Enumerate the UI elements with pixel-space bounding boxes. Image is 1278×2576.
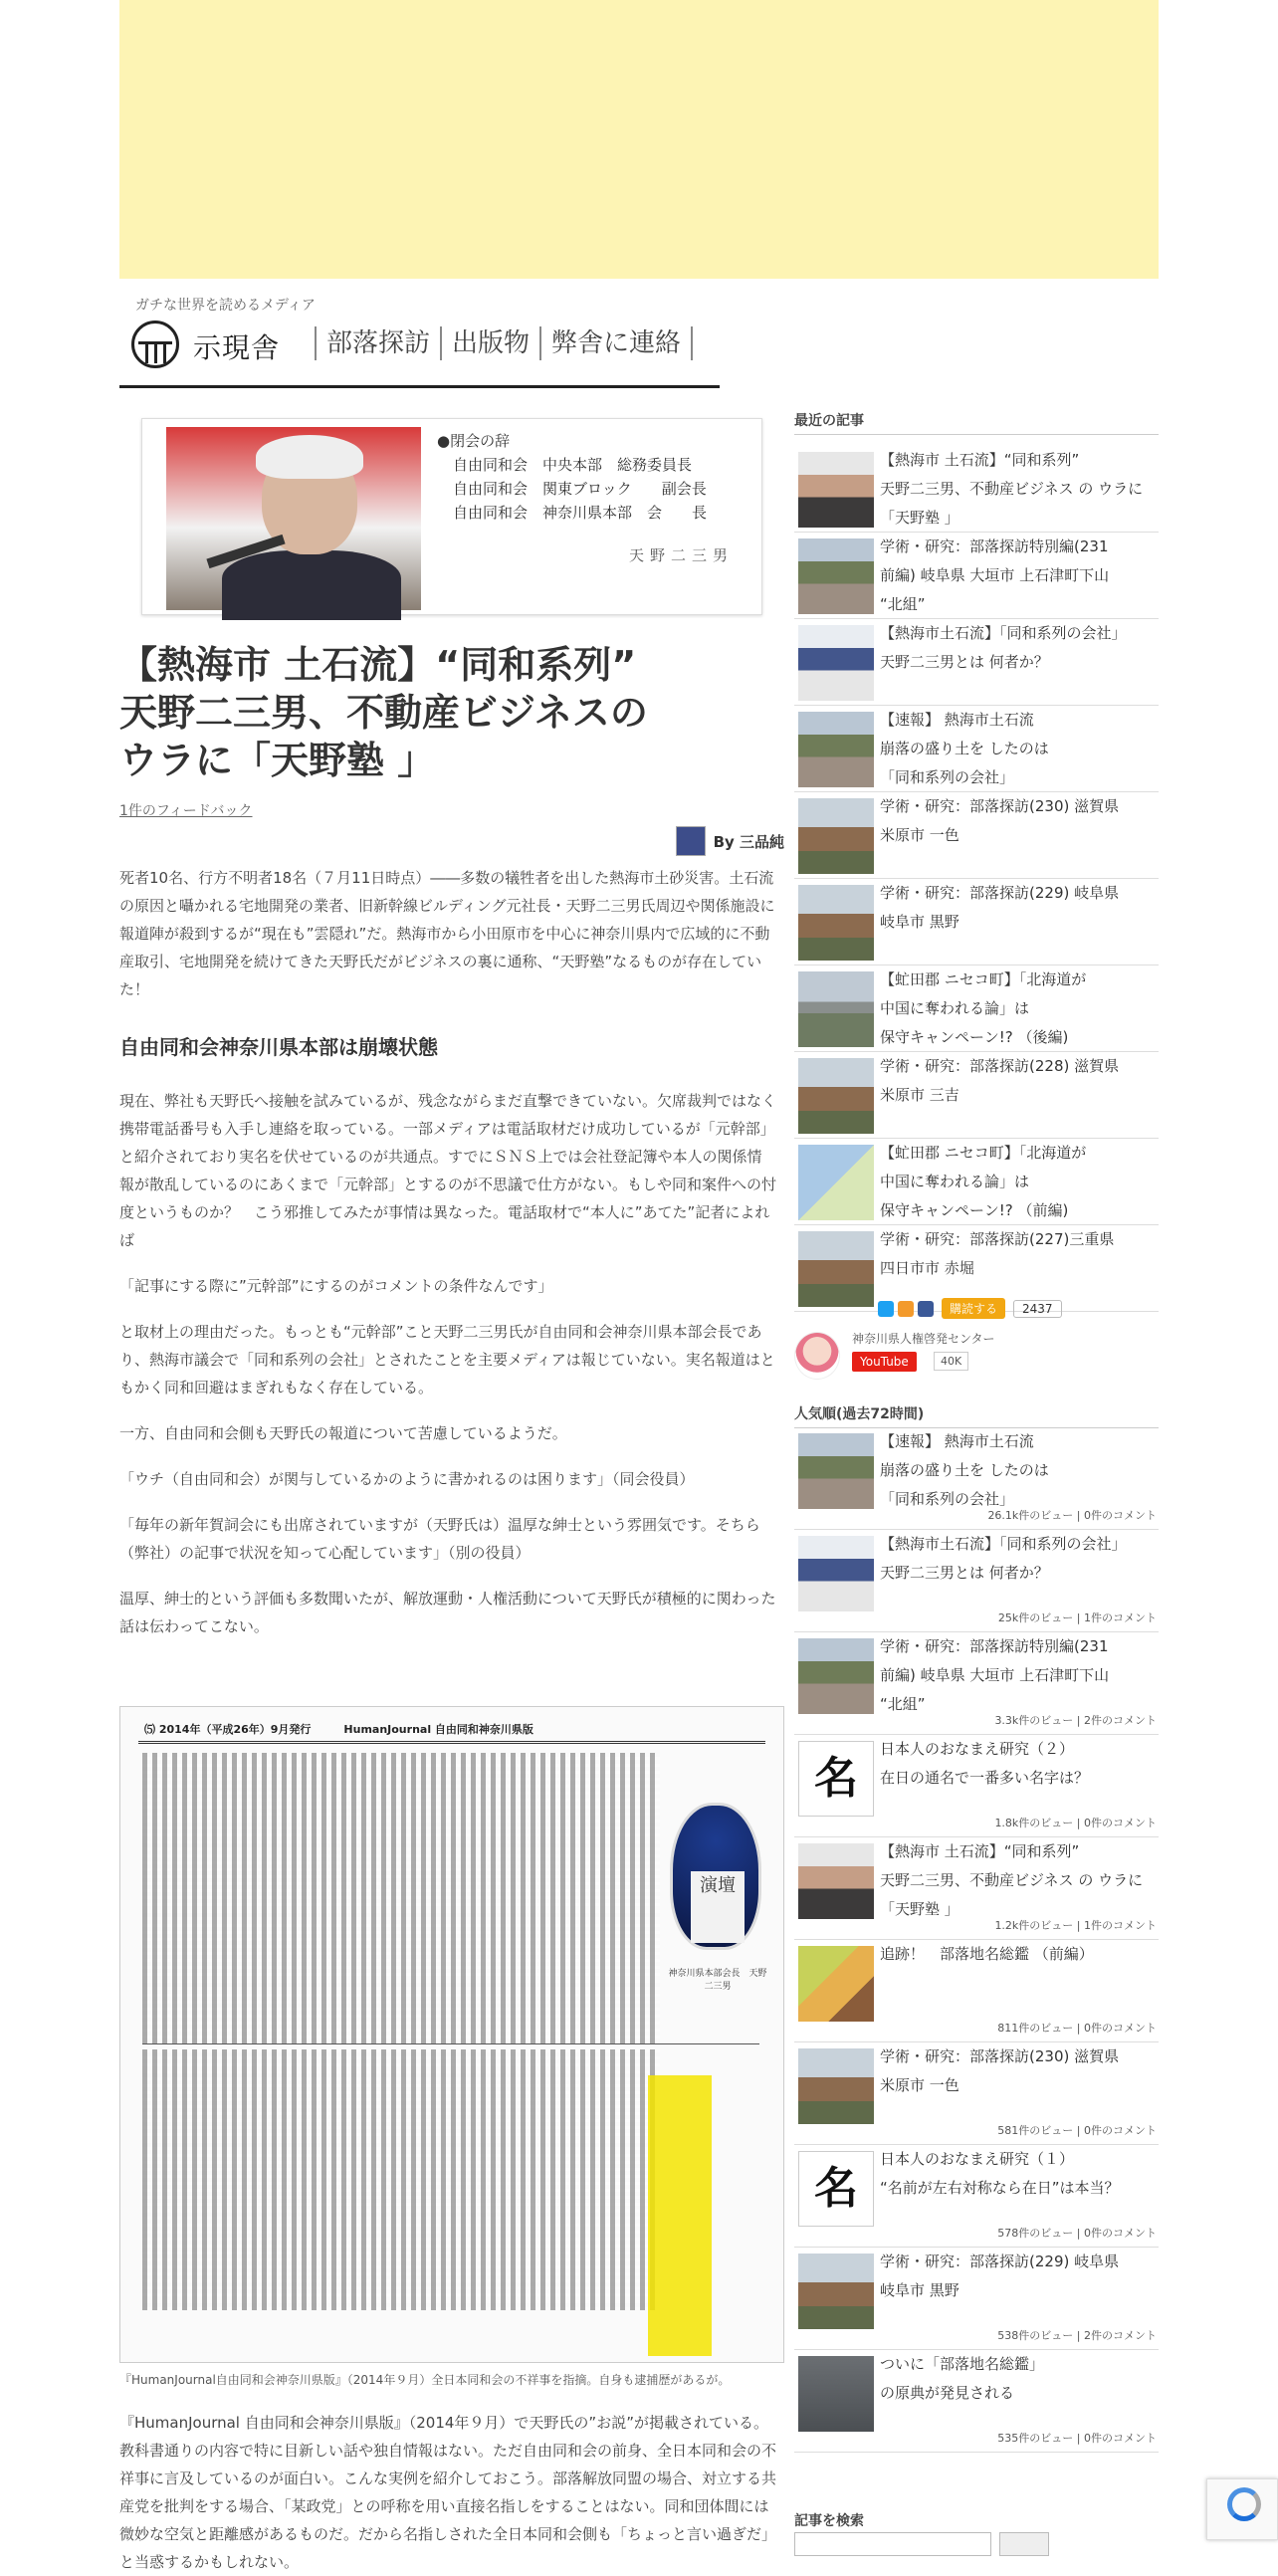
popular-post-title[interactable]: 【熱海市土石流】「同和系列の会社」 天野二三男とは 何者か？: [880, 1535, 1127, 1582]
hero-photo: [166, 427, 421, 610]
search-input[interactable]: [794, 2532, 991, 2556]
popular-post-stats: 811件のビュー | 0件のコメント: [997, 2022, 1157, 2035]
global-nav: [315, 326, 693, 360]
popular-post-title[interactable]: 学術・研究：部落探訪(230) 滋賀県 米原市 一色: [880, 2047, 1120, 2094]
speaker-caption: 神奈川県本部会長 天野 二三男: [668, 1969, 776, 1992]
recent-post-title[interactable]: 【虻田郡 ニセコ町】「北海道が 中国に奪われる論」は 保守キャンペーン!? （前編): [880, 1144, 1087, 1219]
site-logo-icon[interactable]: [131, 321, 179, 368]
recent-post-item[interactable]: [794, 446, 1159, 533]
recent-post-title[interactable]: 学術・研究：部落探訪(227)三重県 四日市市 赤堀: [880, 1230, 1115, 1277]
sidebar: [794, 410, 1159, 2529]
site-tagline: ガチな世界を読めるメディア: [135, 298, 316, 314]
popular-post-thumbnail[interactable]: 名: [798, 2151, 874, 2227]
popular-post-stats: 1.2k件のビュー | 1件のコメント: [994, 1919, 1157, 1932]
search-button[interactable]: [999, 2532, 1049, 2556]
highlight-marker: [648, 2075, 712, 2356]
popular-post-item[interactable]: [794, 1632, 1159, 1735]
popular-post-title[interactable]: 【熱海市 土石流】“同和系列” 天野二三男、不動産ビジネス の ウラに 「天野塾 」: [880, 1842, 1144, 1918]
article-title: 【熱海市 土石流】“同和系列” 天野二三男、不動産ビジネスの ウラに「天野塾 」: [119, 643, 648, 782]
nav-contact[interactable]: 弊舎に連絡: [539, 326, 691, 360]
youtube-subscriber-count: 40K: [934, 1352, 968, 1371]
popular-post-item[interactable]: [794, 2145, 1159, 2248]
popular-post-thumbnail[interactable]: [798, 1536, 874, 1611]
popular-post-stats: 26.1k件のビュー | 0件のコメント: [987, 1509, 1157, 1522]
recent-post-item[interactable]: [794, 706, 1159, 792]
recent-post-title[interactable]: 学術・研究：部落探訪(229) 岐阜県 岐阜市 黒野: [880, 884, 1120, 931]
newspaper-clipping-image: [119, 1706, 784, 2363]
recaptcha-badge[interactable]: [1206, 2478, 1278, 2540]
popular-post-thumbnail[interactable]: [798, 1433, 874, 1509]
search-title: 記事を検索: [794, 2513, 864, 2529]
nav-publications[interactable]: 出版物: [440, 326, 539, 360]
recent-posts-title: 最近の記事: [794, 410, 1159, 435]
recent-post-item[interactable]: [794, 966, 1159, 1052]
section-heading: 自由同和会神奈川県本部は崩壊状態: [119, 1035, 438, 1059]
popular-post-item[interactable]: [794, 2248, 1159, 2350]
hero-name: 天野二三男: [628, 546, 734, 564]
author-byline[interactable]: By 三品純: [676, 826, 784, 856]
recent-post-item[interactable]: [794, 1052, 1159, 1139]
popular-post-thumbnail[interactable]: [798, 2356, 874, 2432]
recent-post-item[interactable]: [794, 792, 1159, 879]
site-header: [119, 295, 720, 388]
popular-post-thumbnail[interactable]: [798, 1946, 874, 2022]
popular-post-title[interactable]: 【速報】 熱海市土石流 崩落の盛り土を したのは 「同和系列の会社」: [880, 1432, 1049, 1508]
hero-caption: ●閉会の辞 自由同和会 中央本部 総務委員長 自由同和会 関東ブロック 副会長 自由同和会 神奈川県本部 会 長: [437, 432, 708, 522]
popular-post-stats: 25k件のビュー | 1件のコメント: [997, 1611, 1157, 1624]
recent-post-item[interactable]: [794, 533, 1159, 619]
youtube-subscribe-button[interactable]: YouTube: [852, 1352, 917, 1372]
feedback-link[interactable]: 1件のフィードバック: [119, 803, 253, 819]
youtube-widget: [794, 1330, 1159, 1384]
author-avatar: [676, 826, 706, 856]
popular-post-thumbnail[interactable]: 名: [798, 1741, 874, 1817]
recent-post-thumbnail[interactable]: [798, 625, 874, 701]
popular-post-stats: 3.3k件のビュー | 2件のコメント: [994, 1714, 1157, 1727]
recent-posts-list: [794, 446, 1159, 1312]
popular-post-item[interactable]: [794, 1530, 1159, 1632]
youtube-channel-name[interactable]: 神奈川県人権啓発センター: [852, 1332, 995, 1346]
recent-post-thumbnail[interactable]: [798, 1145, 874, 1220]
popular-post-title[interactable]: 日本人のおなまえ研究（２） 在日の通名で一番多い名字は？: [880, 1740, 1090, 1787]
channel-mascot-icon[interactable]: [794, 1332, 840, 1380]
popular-post-title[interactable]: 学術・研究：部落探訪(229) 岐阜県 岐阜市 黒野: [880, 2253, 1120, 2299]
popular-post-thumbnail[interactable]: [798, 2048, 874, 2124]
recent-post-thumbnail[interactable]: [798, 1231, 874, 1307]
popular-post-thumbnail[interactable]: [798, 1843, 874, 1919]
recent-post-thumbnail[interactable]: [798, 712, 874, 787]
ad-banner[interactable]: [119, 0, 1159, 279]
popular-posts-title: 人気順(過去72時間): [794, 1403, 1159, 1428]
speaker-photo: 演壇: [670, 1803, 761, 1950]
popular-post-stats: 535件のビュー | 0件のコメント: [997, 2432, 1157, 2445]
newspaper-header: ⑸ 2014年（平成26年）9月発行 HumanJournal 自由同和神奈川県版: [144, 1723, 533, 1736]
social-follow-row: [878, 1298, 1062, 1319]
facebook-icon[interactable]: [918, 1301, 934, 1317]
popular-post-title[interactable]: 追跡！ 部落地名総鑑 （前編）: [880, 1945, 1094, 1963]
recent-post-title[interactable]: 学術・研究：部落探訪(228) 滋賀県 米原市 三吉: [880, 1057, 1120, 1104]
recaptcha-icon: [1227, 2487, 1261, 2521]
site-name[interactable]: 示現舎: [193, 331, 281, 364]
newspaper-text-columns: [142, 1753, 660, 2310]
recent-post-title[interactable]: 【虻田郡 ニセコ町】「北海道が 中国に奪われる論」は 保守キャンペーン!? （後編): [880, 970, 1087, 1046]
popular-post-item[interactable]: [794, 2350, 1159, 2453]
follow-count: 2437: [1013, 1300, 1062, 1318]
recent-post-thumbnail[interactable]: [798, 885, 874, 961]
popular-post-stats: 581件のビュー | 0件のコメント: [997, 2124, 1157, 2137]
popular-post-item[interactable]: [794, 2042, 1159, 2145]
popular-post-title[interactable]: 学術・研究：部落探訪特別編(231 前編) 岐阜県 大垣市 上石津町下山 “北組”: [880, 1637, 1110, 1713]
popular-post-item[interactable]: [794, 1940, 1159, 2042]
recent-post-thumbnail[interactable]: [798, 538, 874, 614]
popular-post-title[interactable]: 日本人のおなまえ研究（１） “名前が左右対称なら在日”は本当？: [880, 2150, 1120, 2197]
popular-post-thumbnail[interactable]: [798, 1638, 874, 1714]
article-body: 死者10名、行方不明者18名（７月11日時点）――多数の犠牲者を出した熱海市土砂災害。土石流の原因と囁かれる宅地開発の業者、旧新幹線ビルディング元社長・天野二三男氏周辺や関係施設に報道陣が殺到するが“現在も”雲隠れ”だ。熱海市から小田原市を中心に神奈川県内で広域的に不動産取引、宅地開発を続けてきた天野氏だがビジネスの裏に通称、“天野塾”なるものが存在していた！ 自由同和会神奈川県本部は崩壊状態 現在、弊社も天野氏へ接触を試みているが、残念ながらまだ直撃できていない。欠席裁判ではなく携帯電話番号も入手し連絡を取っている。一部メディアは電話取材だけ成功しているが「元幹部」と紹介されており実名を伏せているのが共通点。すでにＳＮＳ上では会社登記簿や本人の関係情報が散乱しているのにあくまで「元幹部」とするのが不思議で仕方がない。もしや同和案件への忖度というものか？ こう邪推してみたが事情は異なった。電話取材で“本人に”あてた”記者によれば 「記事にする際に”元幹部”にするのがコメントの条件なんです」 と取材上の理由だった。もっとも“元幹部”こと天野二三男氏が自由同和会神奈川県本部会長であり、熱海市議会で「同和系列の会社」とされたことを主要メディアは報じていない。実名報道はともかく同和回避はまぎれもなく存在している。 一方、自由同和会側も天野氏の報道について苦慮しているようだ。 「ウチ（自由同和会）が関与しているかのように書かれるのは困ります」（同会役員） 「毎年の新年賀詞会にも出席されていますが（天野氏は）温厚な紳士という雰囲気です。そちら（弊社）の記事で状況を知って心配しています」（別の役員） 温厚、紳士的という評価も多数聞いたが、解放運動・人権活動について天野氏が積極的に関わった話は伝わってこない。: [119, 869, 777, 1635]
popular-post-stats: 1.8k件のビュー | 0件のコメント: [994, 1817, 1157, 1829]
recent-post-title[interactable]: 【速報】 熱海市土石流 崩落の盛り土を したのは 「同和系列の会社」: [880, 711, 1049, 786]
recent-post-thumbnail[interactable]: [798, 971, 874, 1047]
recent-post-title[interactable]: 【熱海市 土石流】“同和系列” 天野二三男、不動産ビジネス の ウラに 「天野塾 」: [880, 451, 1144, 527]
recent-post-title[interactable]: 学術・研究：部落探訪(230) 滋賀県 米原市 一色: [880, 797, 1120, 844]
recent-post-item[interactable]: [794, 1139, 1159, 1225]
popular-post-stats: 578件のビュー | 0件のコメント: [997, 2227, 1157, 2240]
recent-post-title[interactable]: 【熱海市土石流】「同和系列の会社」 天野二三男とは 何者か？: [880, 624, 1127, 671]
nav-buraku-tanbo[interactable]: 部落探訪: [315, 326, 440, 360]
popular-post-item[interactable]: [794, 1837, 1159, 1940]
recent-post-thumbnail[interactable]: [798, 798, 874, 874]
twitter-icon[interactable]: [878, 1301, 894, 1317]
hero-image: [141, 418, 762, 615]
recent-post-thumbnail[interactable]: [798, 452, 874, 528]
popular-post-thumbnail[interactable]: [798, 2254, 874, 2329]
recent-post-title[interactable]: 学術・研究：部落探訪特別編(231 前編) 岐阜県 大垣市 上石津町下山 “北組”: [880, 537, 1110, 613]
follow-button[interactable]: 購読する: [942, 1298, 1005, 1319]
recent-post-item[interactable]: [794, 879, 1159, 966]
image-caption: 『HumanJournal自由同和会神奈川県版』（2014年９月）全日本同和会の不祥事を指摘。自身も逮捕歴があるが。: [119, 2373, 731, 2387]
article-body-continued: 『HumanJournal 自由同和会神奈川県版』（2014年９月）で天野氏の”お説”が掲載されている。教科書通りの内容で特に目新しい話や独自情報はない。ただ自由同和会の前身、全日本同和会の不祥事に言及しているのが面白い。こんな実例を紹介しておこう。部落解放同盟の場合、対立する共産党を批判をする場合、「某政党」との呼称を用い直接名指しをすることはない。同和団体間には微妙な空気と距離感があるものだ。だから名指しされた全日本同和会側も「ちょっと言い過ぎだ」と当惑するかもしれない。: [119, 2414, 777, 2571]
popular-post-title[interactable]: ついに「部落地名総鑑」 の原典が発見される: [880, 2355, 1045, 2402]
popular-posts-list: [794, 1427, 1159, 2453]
recent-post-thumbnail[interactable]: [798, 1058, 874, 1134]
popular-post-item[interactable]: [794, 1427, 1159, 1530]
popular-post-stats: 538件のビュー | 2件のコメント: [997, 2329, 1157, 2342]
popular-post-item[interactable]: [794, 1735, 1159, 1837]
recent-post-item[interactable]: [794, 619, 1159, 706]
rss-icon[interactable]: [898, 1301, 914, 1317]
